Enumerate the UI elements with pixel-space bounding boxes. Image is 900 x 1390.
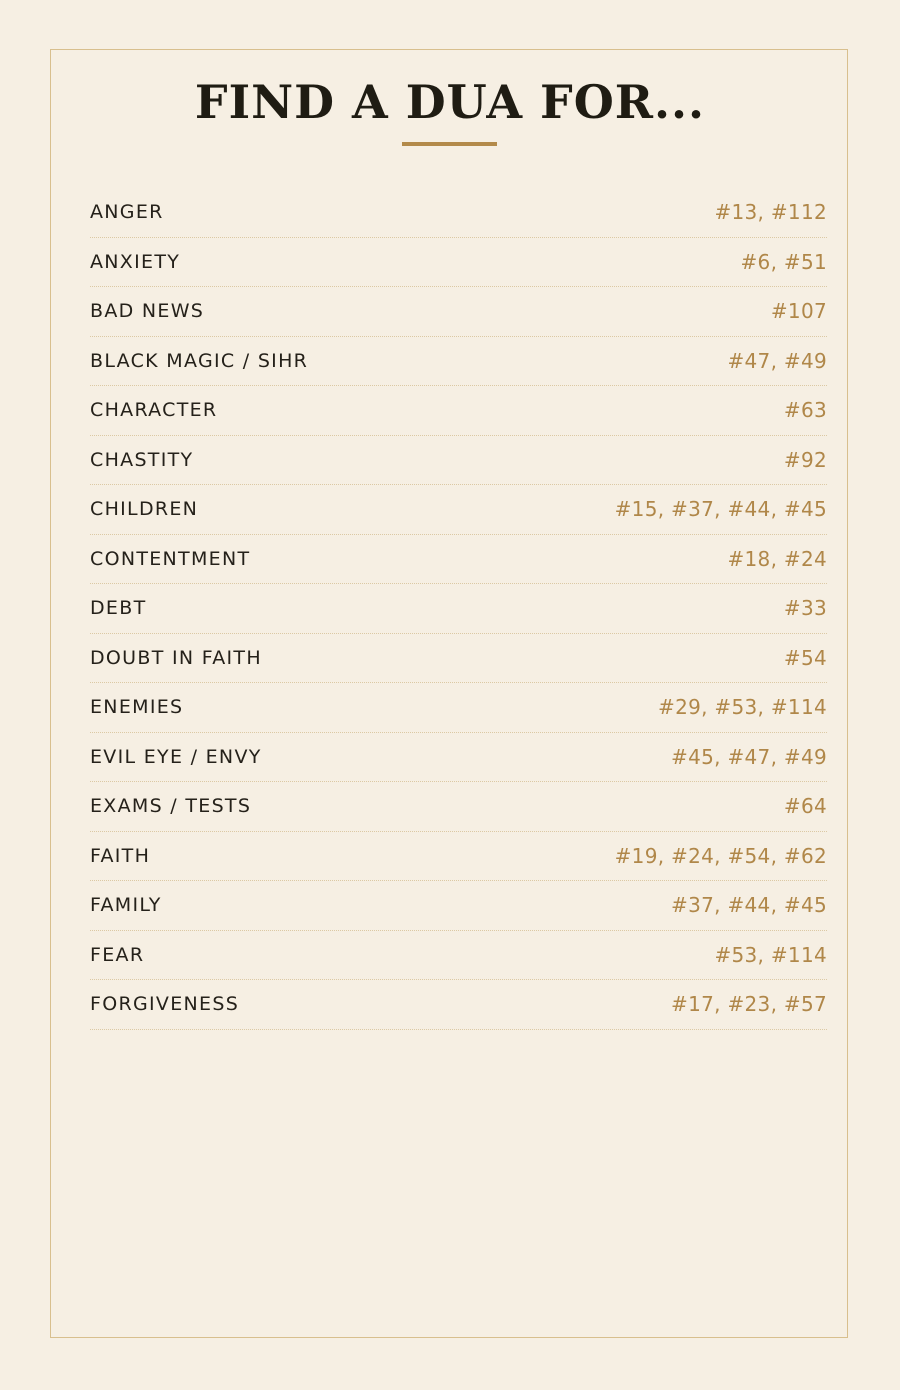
topic-label: EXAMS / TESTS (90, 795, 252, 818)
topic-label: FAITH (90, 844, 151, 867)
dua-references[interactable]: #29, #53, #114 (658, 695, 827, 720)
index-row[interactable] (90, 337, 827, 387)
dua-references[interactable]: #33 (783, 596, 827, 621)
index-row[interactable] (90, 931, 827, 981)
index-row[interactable] (90, 584, 827, 634)
dua-references[interactable]: #107 (770, 299, 827, 324)
dua-references[interactable]: #64 (783, 794, 827, 819)
topic-label: CHILDREN (90, 498, 199, 521)
index-row[interactable] (90, 238, 827, 288)
index-row[interactable] (90, 683, 827, 733)
dua-references[interactable]: #6, #51 (740, 249, 827, 274)
topic-label: CONTENTMENT (90, 547, 251, 570)
dua-references[interactable]: #53, #114 (714, 942, 827, 967)
title-underline (402, 142, 497, 146)
topic-label: FORGIVENESS (90, 993, 240, 1016)
dua-references[interactable]: #63 (783, 398, 827, 423)
topic-label: CHASTITY (90, 448, 194, 471)
index-row[interactable] (90, 832, 827, 882)
topic-label: ANXIETY (90, 250, 181, 273)
topic-label: DEBT (90, 597, 147, 620)
dua-references[interactable]: #37, #44, #45 (671, 893, 827, 918)
index-row[interactable] (90, 535, 827, 585)
dua-references[interactable]: #47, #49 (727, 348, 827, 373)
topic-label: CHARACTER (90, 399, 218, 422)
dua-references[interactable]: #17, #23, #57 (671, 992, 827, 1017)
topic-label: EVIL EYE / ENVY (90, 745, 262, 768)
index-row[interactable] (90, 188, 827, 238)
index-row[interactable] (90, 634, 827, 684)
index-row[interactable] (90, 782, 827, 832)
topic-label: BLACK MAGIC / SIHR (90, 349, 309, 372)
index-row[interactable] (90, 287, 827, 337)
topic-label: ANGER (90, 201, 164, 224)
dua-references[interactable]: #15, #37, #44, #45 (614, 497, 827, 522)
dua-references[interactable]: #19, #24, #54, #62 (614, 843, 827, 868)
index-row[interactable] (90, 386, 827, 436)
dua-references[interactable]: #18, #24 (727, 546, 827, 571)
dua-references[interactable]: #13, #112 (714, 200, 827, 225)
index-row[interactable] (90, 485, 827, 535)
index-row[interactable] (90, 881, 827, 931)
topic-label: DOUBT IN FAITH (90, 646, 262, 669)
index-row[interactable] (90, 436, 827, 486)
index-row[interactable] (90, 980, 827, 1030)
topic-label: BAD NEWS (90, 300, 205, 323)
dua-references[interactable]: #54 (783, 645, 827, 670)
topic-label: FEAR (90, 943, 145, 966)
index-row[interactable] (90, 733, 827, 783)
topic-label: ENEMIES (90, 696, 184, 719)
page-title: FIND A DUA FOR... (194, 75, 706, 129)
dua-references[interactable]: #45, #47, #49 (671, 744, 827, 769)
topic-label: FAMILY (90, 894, 162, 917)
dua-index-list (90, 188, 827, 1030)
dua-references[interactable]: #92 (783, 447, 827, 472)
